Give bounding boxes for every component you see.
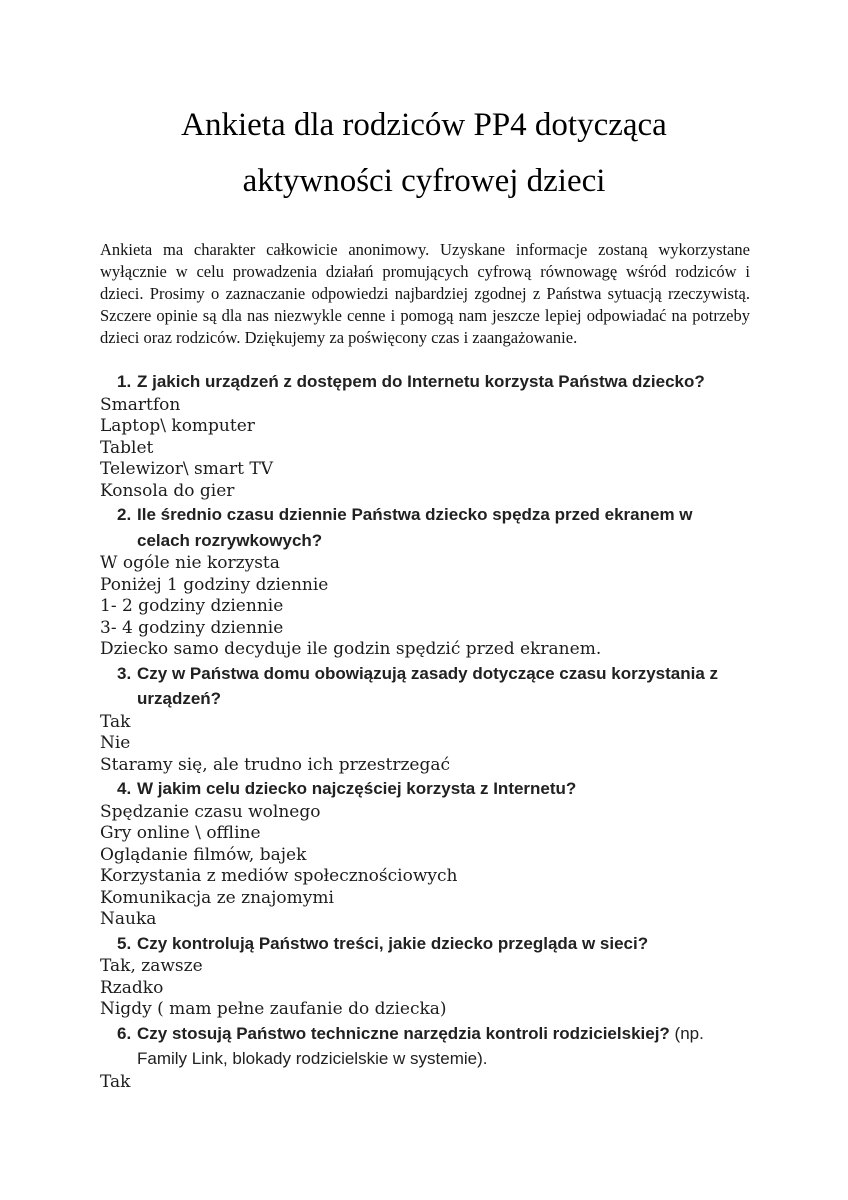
question-1-line-1: Z jakich urządzeń z dostępem do Internetu korzysta Państwa dziecko? [137, 372, 705, 391]
option: Nie [100, 733, 131, 753]
question-3-line-2: urządzeń? [137, 689, 222, 708]
question-2-line-1: Ile średnio czasu dziennie Państwa dziecko spędza przed ekranem w [137, 505, 693, 524]
question-5 [100, 931, 750, 957]
question-5-options [100, 956, 750, 1021]
question-5-number: 5. [117, 933, 132, 953]
question-3-options [100, 712, 750, 777]
question-2-text [137, 502, 750, 553]
questions-section [100, 369, 750, 1093]
question-4 [100, 776, 750, 802]
option: Tak, zawsze [100, 956, 203, 976]
question-4-number: 4. [117, 779, 132, 798]
question-1 [100, 369, 750, 395]
question-4-options [100, 802, 750, 931]
option: Dziecko samo decyduje ile godzin spędzić przed ekranem. [100, 639, 602, 659]
option: Tak [100, 711, 131, 732]
option: Nigdy ( mam pełne zaufanie do dziecka) [100, 999, 447, 1019]
question-2-number: 2. [117, 505, 132, 524]
question-6-text [137, 1021, 750, 1072]
question-3-text [137, 661, 750, 712]
option: Laptop\ komputer [100, 416, 255, 436]
title-line-2: aktywności cyfrowej dzieci [242, 163, 606, 199]
option: Korzystania z mediów społecznościowych [100, 866, 458, 886]
title-line-1: Ankieta dla rodziców PP4 dotycząca [181, 107, 667, 143]
option: Tak [100, 1071, 131, 1092]
question-6-line-1: Czy stosują Państwo techniczne narzędzia kontroli rodzicielskiej? (np. [137, 1023, 704, 1043]
option: Oglądanie filmów, bajek [100, 844, 307, 865]
option: Konsola do gier [100, 480, 235, 501]
question-2 [100, 502, 750, 553]
question-5-line-1: Czy kontrolują Państwo treści, jakie dziecko przegląda w sieci? [137, 933, 649, 953]
question-1-options [100, 395, 750, 503]
question-6 [100, 1021, 750, 1072]
option: Smartfon [100, 394, 181, 415]
option: Tablet [100, 437, 154, 458]
option: Staramy się, ale trudno ich przestrzegać [100, 754, 451, 775]
question-1-number: 1. [117, 372, 132, 391]
question-6-options [100, 1072, 750, 1094]
document-body [100, 239, 750, 1093]
intro-paragraph: Ankieta ma charakter całkowicie anonimowy. Uzyskane informacje zostaną wykorzystane wyłącznie w celu prowadzenia działań promujących cyfrową równowagę wśród rodziców i dzieci. Prosimy o zaznaczanie odpowiedzi najbardziej zgodnej z Państwa sytuacją rzeczywistą. Szczere opinie są dla nas niezwykle cenne i pomogą nam jeszcze lepiej odpowiadać na potrzeby dzieci oraz rodziców. Dziękujemy za poświęcony czas i zaangażowanie. [100, 240, 750, 347]
question-3-number: 3. [117, 663, 132, 683]
question-3 [100, 661, 750, 712]
question-2-line-2: celach rozrywkowych? [137, 530, 323, 550]
question-6-number: 6. [117, 1023, 132, 1043]
option: Telewizor\ smart TV [100, 459, 273, 479]
option: W ogóle nie korzysta [100, 553, 280, 573]
option: Gry online \ offline [100, 823, 261, 843]
question-2-options [100, 553, 750, 661]
option: Nauka [100, 909, 157, 929]
option: Komunikacja ze znajomymi [100, 887, 334, 908]
question-4-text [137, 776, 750, 802]
option: 1- 2 godziny dziennie [100, 596, 284, 616]
question-6-line-2: Family Link, blokady rodzicielskie w systemie). [137, 1049, 488, 1068]
question-5-text [137, 931, 750, 957]
option: Spędzanie czasu wolnego [100, 801, 321, 822]
document-title [0, 0, 848, 209]
question-1-text [137, 369, 750, 395]
question-3-line-1: Czy w Państwa domu obowiązują zasady dotyczące czasu korzystania z [137, 663, 719, 683]
option: Rzadko [100, 977, 164, 998]
question-4-line-1: W jakim celu dziecko najczęściej korzysta z Internetu? [137, 779, 577, 798]
option: 3- 4 godziny dziennie [100, 617, 284, 638]
option: Poniżej 1 godziny dziennie [100, 574, 329, 595]
